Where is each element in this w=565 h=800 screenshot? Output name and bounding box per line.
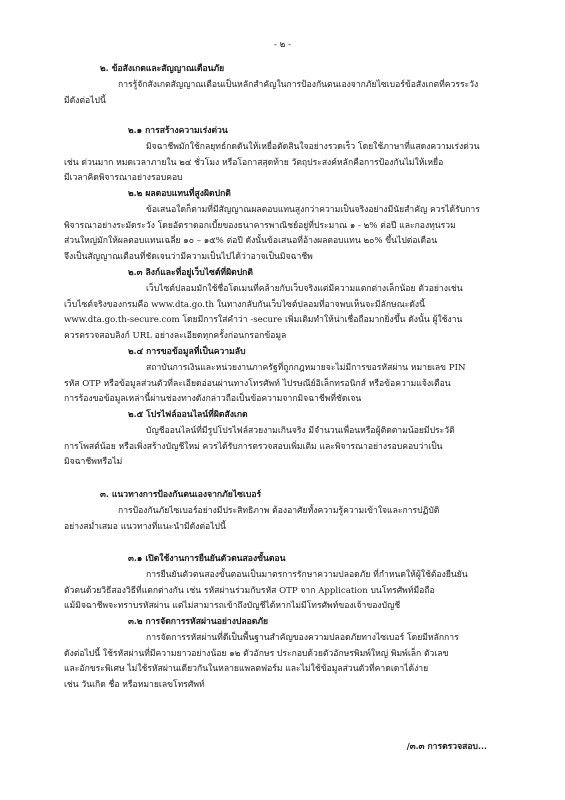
item-2-1-body: [64, 140, 501, 187]
body-line: มิจฉาชีพหรือไม่: [64, 457, 123, 468]
body-line: ตัวตนด้วยวิธีสองวิธีที่แตกต่างกัน เช่น รหัสผ่านร่วมกับรหัส OTP จาก Application บนโทรศัพท์มือถือ: [64, 585, 435, 596]
intro-line: การรู้จักสังเกตสัญญาณเตือนเป็นหลักสำคัญในการป้องกันตนเองจากภัยไซเบอร์ข้อสังเกตที่ควรระวัง: [118, 80, 479, 90]
body-line: ข้อเสนอใดก็ตามที่มีสัญญาณผลตอบแทนสูงกว่าความเป็นจริงอย่างมีนัยสำคัญ ควรได้รับการ: [146, 205, 480, 215]
item-2-4-body: [64, 361, 501, 408]
item-2-3-body: [64, 282, 501, 344]
item-3-1-title: ๓.๑ เปิดใช้งานการยืนยันตัวตนสองขั้นตอน: [128, 554, 286, 564]
body-line: สถาบันการเงินและหน่วยงานภาครัฐที่ถูกกฎหมายจะไม่มีการขอรหัสผ่าน หมายเลข PIN: [146, 363, 466, 373]
body-line: การจัดการรหัสผ่านที่ดีเป็นพื้นฐานสำคัญของความปลอดภัยทางไซเบอร์ โดยมีหลักการ: [146, 633, 459, 643]
page-number: - ๒ -: [274, 40, 291, 50]
item-3-2-title: ๓.๒ การจัดการรหัสผ่านอย่างปลอดภัย: [128, 617, 269, 627]
body-line: ดังต่อไปนี้ ใช้รหัสผ่านที่มีความยาวอย่างน้อย ๑๒ ตัวอักษร ประกอบด้วยตัวอักษรพิมพ์ใหญ่ พิมพ์เล็ก ตัวเลข: [64, 648, 449, 659]
intro-line: มีดังต่อไปนี้: [64, 95, 106, 106]
body-line: เช่น วันเกิด ชื่อ หรือหมายเลขโทรศัพท์: [64, 679, 205, 690]
body-line: มีเวลาคิดพิจารณาอย่างรอบคอบ: [64, 173, 183, 184]
body-line: พิจารณาอย่างระมัดระวัง โดยอัตราดอกเบี้ยของธนาคารพาณิชย์อยู่ที่ประมาณ ๑ - ๒% ต่อปี และกองทุนรวม: [64, 220, 456, 231]
item-2-4-title: ๒.๔ การขอข้อมูลที่เป็นความลับ: [128, 347, 246, 357]
body-line: แม้มิจฉาชีพจะทราบรหัสผ่าน แต่ไม่สามารถเข้าถึงบัญชีได้หากไม่มีโทรศัพท์ของเจ้าของบัญชี: [64, 601, 401, 612]
section-3-heading: ๓. แนวทางการป้องกันตนเองจากภัยไซเบอร์: [100, 490, 262, 500]
body-line: การยืนยันตัวตนสองขั้นตอนเป็นมาตรการรักษาความปลอดภัย ที่กำหนดให้ผู้ใช้ต้องยืนยัน: [146, 570, 468, 580]
item-2-5-title: ๒.๕ โปรไฟล์ออนไลน์ที่ผิดสังเกต: [128, 410, 248, 420]
body-line: และอักขระพิเศษ ไม่ใช้รหัสผ่านเดียวกันในหลายแพลตฟอร์ม และไม่ใช้ข้อมูลส่วนตัวที่คาดเดาได้ง่าย: [64, 664, 429, 675]
item-3-1-body: [64, 568, 501, 615]
body-line: รหัส OTP หรือข้อมูลส่วนตัวที่ละเอียดอ่อนผ่านทางโทรศัพท์ ไปรษณีย์อิเล็กทรอนิกส์ หรือข้อความแจ้งเตือน: [64, 378, 451, 389]
body-line: อย่างสม่ำเสมอ แนวทางที่แนะนำมีดังต่อไปนี้: [64, 521, 226, 532]
section-3-intro: [64, 504, 501, 535]
section-2-heading: ๒. ข้อสังเกตและสัญญาณเตือนภัย: [100, 64, 225, 74]
body-line: จึงเป็นสัญญาณเตือนที่ชัดเจนว่ามีความเป็นไปได้ว่าอาจเป็นมิจฉาชีพ: [64, 251, 313, 262]
body-line: www.dta.go.th-secure.com โดยมีการใส่คำว่า -secure เพิ่มเติมทำให้น่าเชื่อถือมากยิ่งขึ้น ดังนั้น ผู้ใช้งาน: [64, 315, 463, 326]
item-3-2-body: [64, 631, 501, 693]
body-line: เช่น ด่วนมาก หมดเวลาภายใน ๒๔ ชั่วโมง หรือโอกาสสุดท้าย วัตถุประสงค์หลักคือการป้องกันไม่ให้เหยื่อ: [64, 157, 444, 168]
body-line: มิจฉาชีพมักใช้กลยุทธ์กดดันให้เหยื่อตัดสินใจอย่างรวดเร็ว โดยใช้ภาษาที่แสดงความเร่งด่วน: [146, 142, 480, 152]
section-2-intro: [64, 78, 501, 109]
body-line: เว็บไซต์ปลอมมักใช้ชื่อโดเมนที่คล้ายกับเว็บจริงแต่มีความแตกต่างเล็กน้อย ตัวอย่างเช่น: [146, 284, 463, 294]
continuation-marker: /๓.๓ การตรวจสอบ...: [406, 742, 487, 752]
body-line: ควรตรวจสอบลิงก์ URL อย่างละเอียดทุกครั้งก่อนกรอกข้อมูล: [64, 330, 287, 341]
item-2-1-title: ๒.๑ การสร้างความเร่งด่วน: [128, 126, 228, 136]
item-2-2-title: ๒.๒ ผลตอบแทนที่สูงผิดปกติ: [128, 189, 231, 199]
body-line: บัญชีออนไลน์ที่มีรูปโปรไฟล์สวยงามเกินจริง มีจำนวนเพื่อนหรือผู้ติดตามน้อยมีประวัติ: [146, 426, 455, 436]
body-line: ส่วนใหญ่มักให้ผลตอบแทนเฉลี่ย ๑๐ – ๑๕% ต่อปี ดังนั้นข้อเสนอที่อ้างผลตอบแทน ๒๐% ขึ้นไปต่อเดือน: [64, 236, 438, 247]
item-2-3-title: ๒.๓ ลิงก์และที่อยู่เว็บไซต์ที่ผิดปกติ: [128, 268, 253, 278]
body-line: การโพสต์น้อย หรือเพิ่งสร้างบัญชีใหม่ ควรได้รับการตรวจสอบเพิ่มเติม และพิจารณาอย่างรอบคอบว่าเป็น: [64, 441, 443, 452]
body-line: การป้องกันภัยไซเบอร์อย่างมีประสิทธิภาพ ต้องอาศัยทั้งความรู้ความเข้าใจและการปฏิบัติ: [118, 506, 440, 516]
body-line: เว็บไซต์จริงของกรมคือ www.dta.go.th ในทางกลับกันเว็บไซต์ปลอมที่อาจพบเห็นจะมีลักษณะดังนี้: [64, 299, 425, 310]
body-line: การร้องขอข้อมูลเหล่านี้ผ่านช่องทางดังกล่าวถือเป็นข้อความจากมิจฉาชีพที่ชัดเจน: [64, 394, 362, 405]
item-2-2-body: [64, 203, 501, 265]
item-2-5-body: [64, 424, 501, 471]
